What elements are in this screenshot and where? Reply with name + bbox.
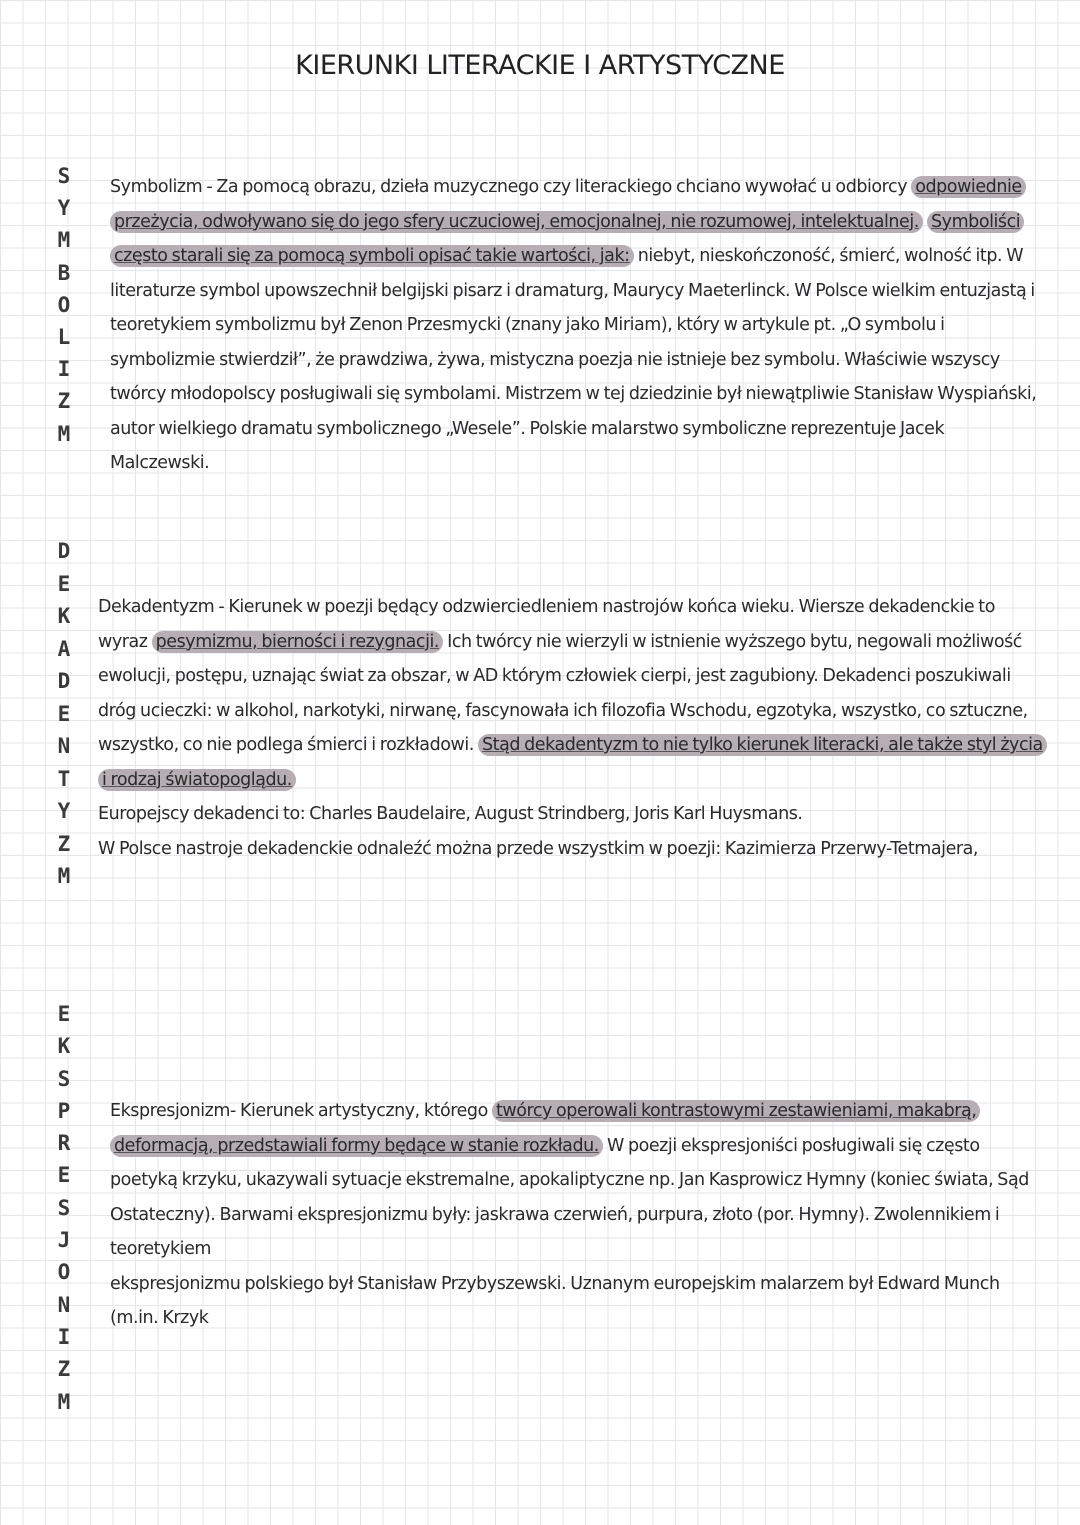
vertical-letter: S <box>57 1066 71 1091</box>
vertical-letter: K <box>57 1034 71 1059</box>
paragraph: ekspresjonizmu polskiego był Stanisław Przybyszewski. Uznanym europejskim malarzem był Edward Munch (m.in. Krzyk <box>110 1273 1000 1328</box>
vertical-letter: E <box>57 1163 71 1188</box>
vertical-letter: O <box>57 1260 71 1285</box>
vertical-letter: L <box>57 325 71 350</box>
text-run: Ekspresjonizm- Kierunek artystyczny, którego <box>110 1101 492 1121</box>
vertical-letter: S <box>57 1195 71 1220</box>
text-run: Ich twórcy nie wierzyli w istnienie wyższego bytu, negowali możliwość ewolucji, postępu, uznając świat za obszar, w AD którym człowiek cierpi, jest zagubiony. Dekadenci poszukiwali dróg ucieczki: w alkohol, narkotyki, nirwanę, fascynowała ich filozofia Wschodu, egzotyka, wszystko, co sztuczne, wszystko, co nie podlega śmierci i rozkładowi. <box>98 631 1028 755</box>
vertical-letter: M <box>57 228 71 253</box>
vertical-letter: Z <box>57 831 71 856</box>
highlight: odpowiednie przeżycia, odwoływano się do jego sfery uczuciowej, emocjonalnej, nie rozumowej, intelektualnej. <box>110 176 1026 233</box>
section-ekspresjonizm <box>110 1094 1045 1336</box>
vertical-letter: I <box>57 1324 71 1349</box>
paragraph: Europejscy dekadenci to: Charles Baudelaire, August Strindberg, Joris Karl Huysmans. <box>98 804 803 824</box>
vertical-letter: P <box>57 1098 71 1123</box>
paragraph: W Polsce nastroje dekadenckie odnaleźć można przede wszystkim w poezji: Kazimierza Przerwy-Tetmajera, <box>98 838 979 859</box>
vertical-letter: O <box>57 292 71 317</box>
vertical-letter: E <box>57 571 71 596</box>
section-dekadentyzm <box>98 590 1043 866</box>
vertical-letter: D <box>57 539 71 563</box>
vertical-label-ekspresjonizm <box>52 998 76 1418</box>
highlight: twórcy operowali kontrastowymi zestawieniami, makabrą, deformacją, przedstawiali formy będące w stanie rozkładu. <box>110 1100 980 1157</box>
vertical-letter: Y <box>57 196 71 221</box>
vertical-letter: T <box>57 766 71 791</box>
vertical-label-dekadentyzm <box>52 535 76 893</box>
vertical-letter: Z <box>57 1357 71 1382</box>
vertical-letter: M <box>57 421 71 446</box>
paragraph <box>110 1094 1045 1267</box>
text-run: niebyt, nieskończoność, śmierć, wolność itp. W literaturze symbol upowszechnił belgijski pisarz i dramaturg, Maurycy Maeterlinck. W Polsce wielkim entuzjastą i teoretykiem symbolizmu był Zenon Przesmycki (znany jako Miriam), który w artykule pt. „O symbolu i symbolizmie stwierdził”, że prawdziwa, żywa, mistyczna poezja nie istnieje bez symbolu. Właściwie wszyscy twórcy młodopolscy posługiwali się symbolami. Mistrzem w tej dziedzinie był niewątpliwie Stanisław Wyspiański, autor wielkiego dramatu symbolicznego „Wesele”. Polskie malarstwo symboliczne reprezentuje Jacek Malczewski. <box>110 246 1037 473</box>
text-run: Symbolizm - Za pomocą obrazu, dzieła muzycznego czy literackiego chciano wywołać u odbiorcy <box>110 177 912 197</box>
page-title: KIERUNKI LITERACKIE I ARTYSTYCZNE <box>295 50 785 81</box>
text-run: W poezji ekspresjoniści posługiwali się często poetyką krzyku, ukazywali sytuacje ekstremalne, apokaliptyczne np. Jan Kasprowicz Hymny (koniec świata, Sąd Ostateczny). Barwami ekspresjonizmu były: jaskrawa czerwień, purpura, złoto (por. Hymny). Zwolennikiem i teoretykiem <box>110 1135 1029 1259</box>
vertical-letter: K <box>57 604 71 628</box>
vertical-letter: R <box>57 1131 71 1156</box>
highlight: pesymizmu, bierności i rezygnacji. <box>152 631 443 653</box>
vertical-letter: B <box>57 260 71 285</box>
vertical-letter: Z <box>57 389 71 414</box>
vertical-letter: E <box>57 701 71 726</box>
vertical-letter: A <box>57 636 71 661</box>
vertical-letter: J <box>57 1228 71 1253</box>
vertical-letter: E <box>57 1002 71 1026</box>
vertical-label-symbolizm <box>52 160 76 450</box>
vertical-letter: M <box>57 864 71 888</box>
vertical-letter: S <box>57 164 71 188</box>
highlight: Symboliści często starali się za pomocą symboli opisać takie wartości, jak: <box>110 211 1024 268</box>
highlight: Stąd dekadentyzm to nie tylko kierunek literacki, ale także styl życia i rodzaj światopoglądu. <box>98 734 1047 791</box>
paragraph <box>110 170 1040 481</box>
vertical-letter: Y <box>57 799 71 823</box>
vertical-letter: I <box>57 357 71 382</box>
vertical-letter: M <box>57 1389 71 1414</box>
vertical-letter: D <box>57 669 71 693</box>
vertical-letter: N <box>57 734 71 758</box>
vertical-letter: N <box>57 1292 71 1317</box>
section-symbolizm <box>110 170 1040 481</box>
text-run: Dekadentyzm - Kierunek w poezji będący odzwierciedleniem nastrojów końca wieku. Wiersze dekadenckie to wyraz <box>98 597 995 652</box>
paragraph <box>98 590 1043 797</box>
